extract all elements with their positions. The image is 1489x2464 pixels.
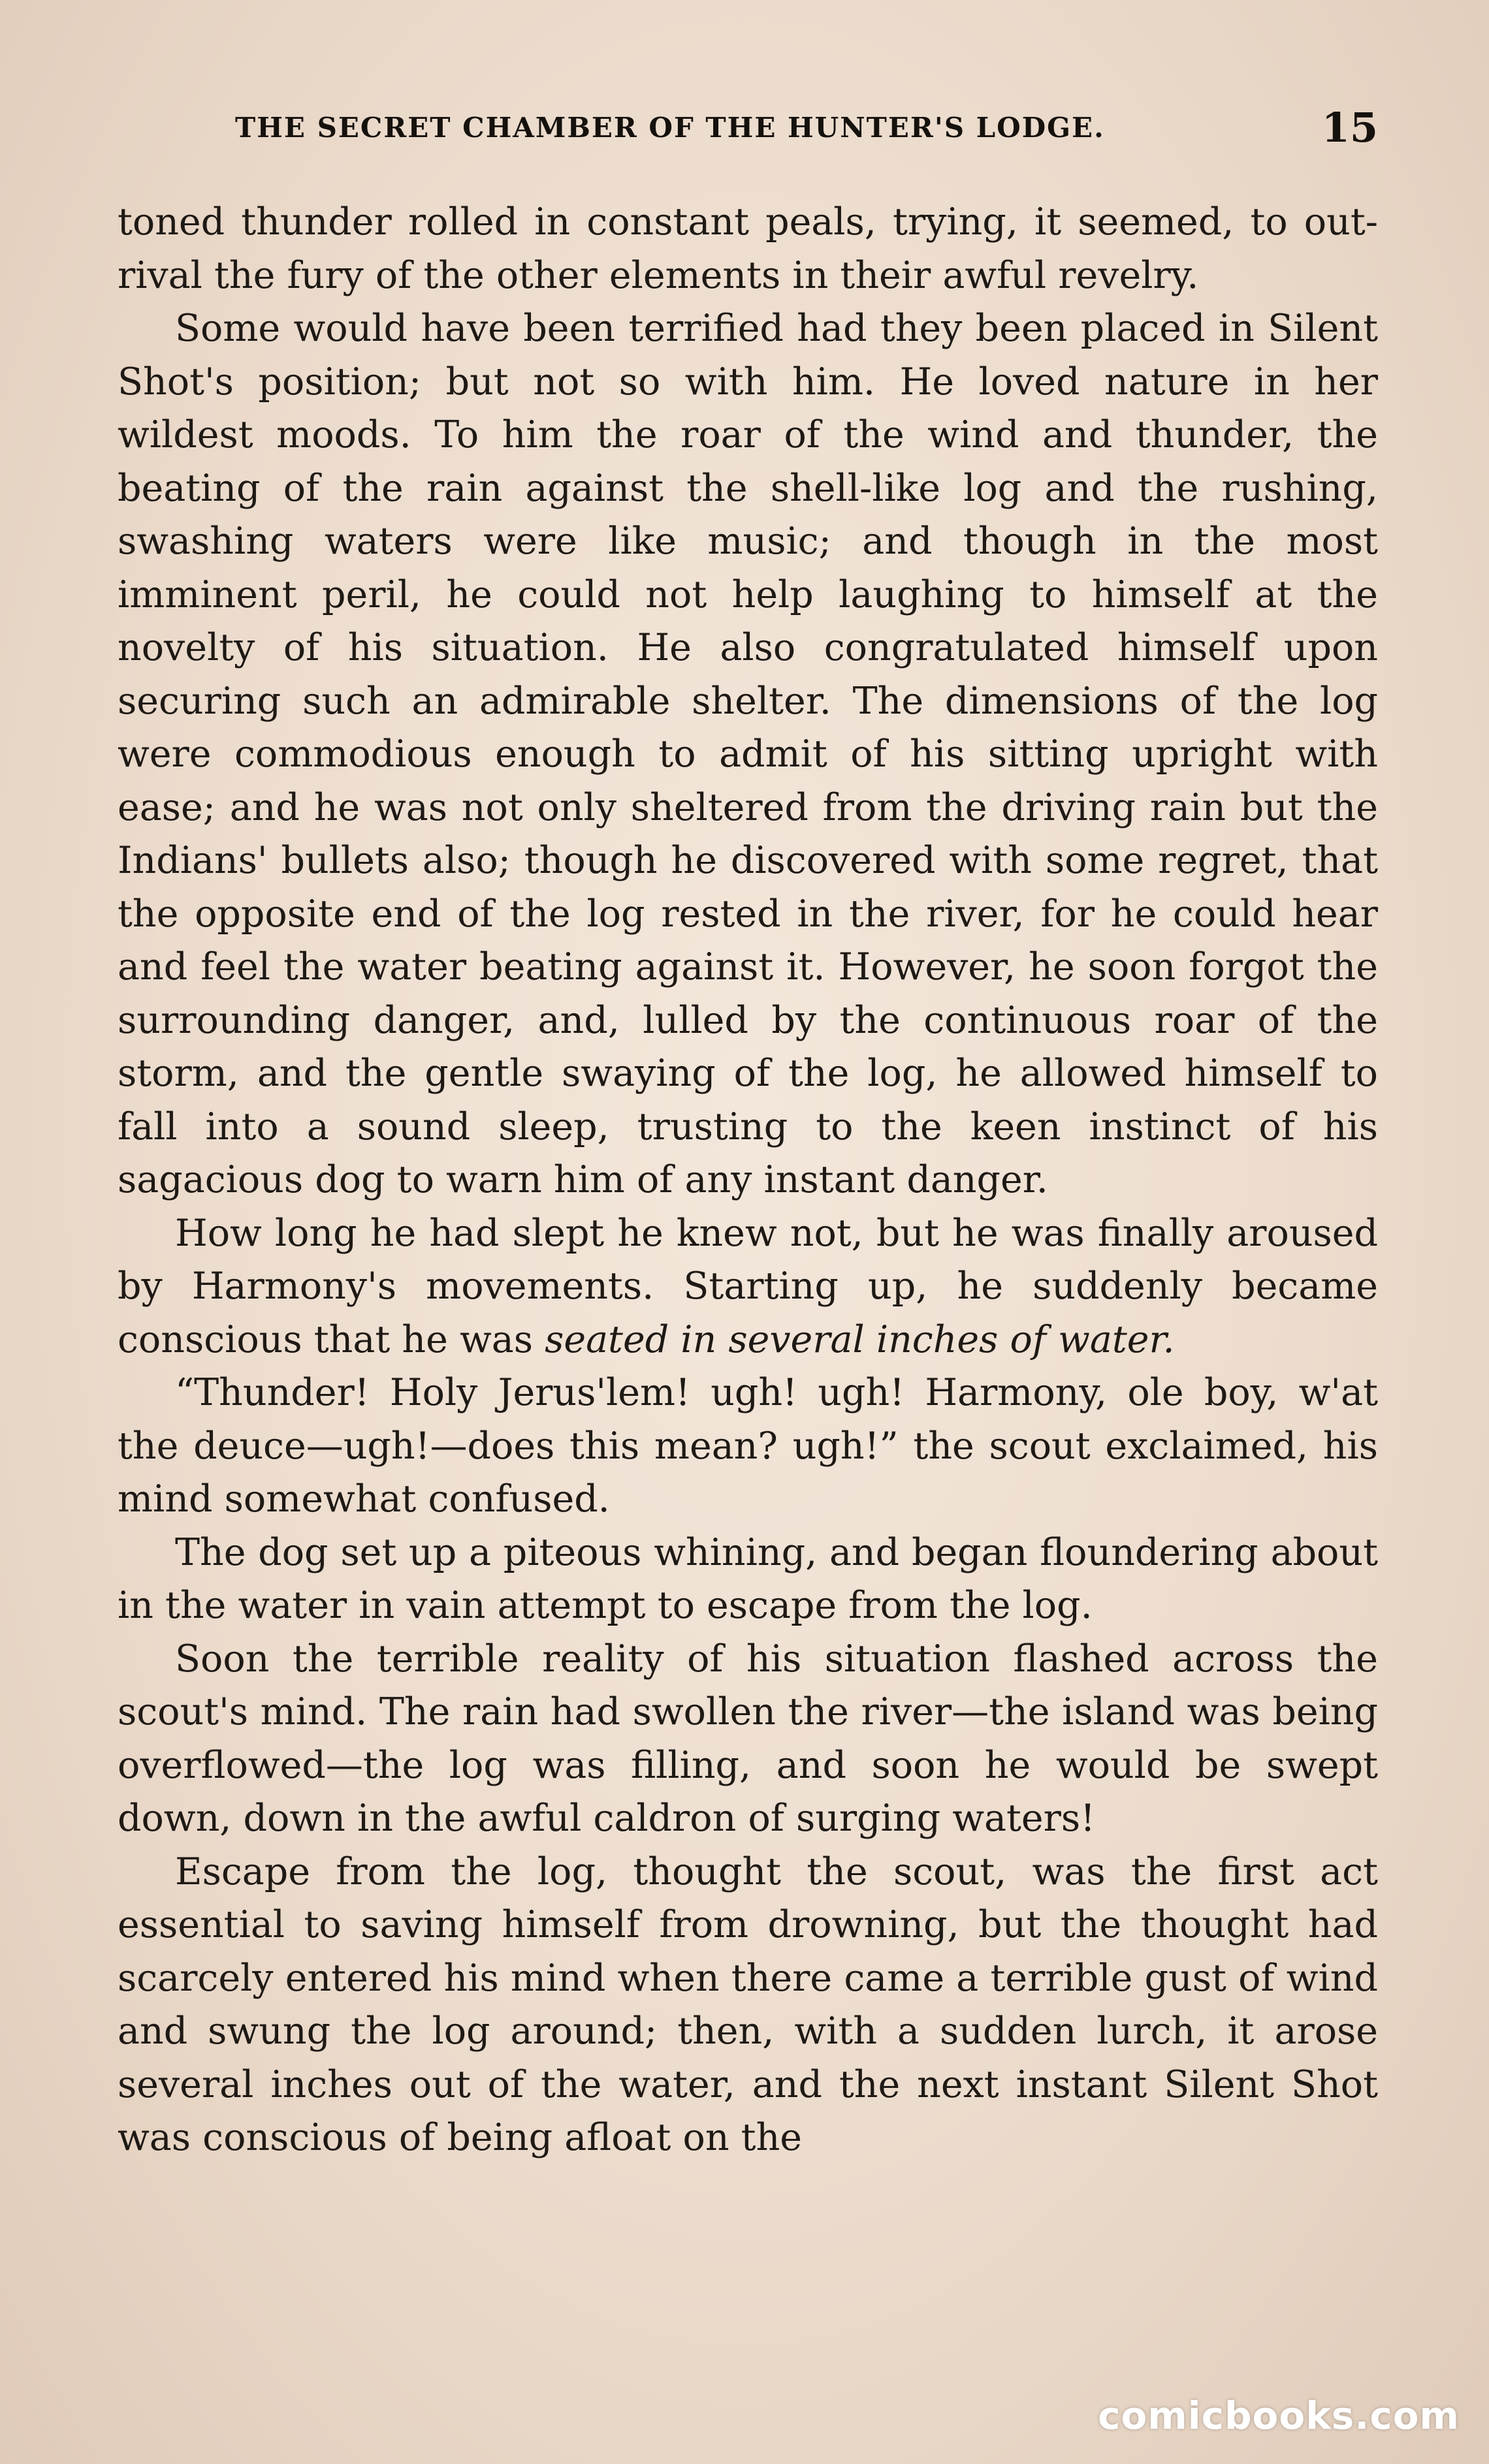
- paragraph-text: How long he had slept he knew not, but he was finally aroused by Harmony's movements. Starting up, he suddenly became conscious that he was: [118, 1211, 1378, 1361]
- italic-phrase: seated in several inches of water.: [545, 1318, 1175, 1361]
- paragraph: Soon the terrible reality of his situation flashed across the scout's mind. The rain had swollen the river—the island was being overflowed—the log was filling, and soon he would be swept down, down in the awful caldron of surging waters!: [118, 1637, 1378, 1840]
- paragraph: Escape from the log, thought the scout, was the first act essential to saving himself from drowning, but the thought had scarcely entered his mind when there came a terrible gust of wind and swung the log around; then, with a sudden lurch, it arose several inches out of the water, and the next instant Silent Shot was conscious of being afloat on the: [118, 1850, 1378, 2159]
- paragraph: [118, 1207, 1378, 1367]
- paragraph-continued: toned thunder rolled in constant peals, trying, it seemed, to out-rival the fury of the other elements in their awful revelry.: [118, 200, 1378, 297]
- running-title: THE SECRET CHAMBER OF THE HUNTER'S LODGE.: [235, 111, 1105, 144]
- running-header: [235, 98, 1378, 157]
- page-body: [118, 196, 1378, 2165]
- paragraph: The dog set up a piteous whining, and began floundering about in the water in vain attempt to escape from the log.: [118, 1530, 1378, 1627]
- page-number: 15: [1321, 103, 1378, 151]
- paragraph-dialogue: “Thunder! Holy Jerus'lem! ugh! ugh! Harmony, ole boy, w'at the deuce—ugh!—does this mean? ugh!” the scout exclaimed, his mind somewhat confused.: [118, 1371, 1378, 1521]
- paragraph: Some would have been terrified had they been placed in Silent Shot's position; but not so with him. He loved nature in her wildest moods. To him the roar of the wind and thunder, the beating of the rain against the shell-like log and the rushing, swashing waters were like music; and though in the most imminent peril, he could not help laughing to himself at the novelty of his situation. He also congratulated himself upon securing such an admirable shelter. The dimensions of the log were commodious enough to admit of his sitting upright with ease; and he was not only sheltered from the driving rain but the Indians' bullets also; though he discovered with some regret, that the opposite end of the log rested in the river, for he could hear and feel the water beating against it. However, he soon forgot the surrounding danger, and, lulled by the continuous roar of the storm, and the gentle swaying of the log, he allowed himself to fall into a sound sleep, trusting to the keen instinct of his sagacious dog to warn him of any instant danger.: [118, 307, 1378, 1201]
- watermark: comicbooks.com: [1098, 2393, 1460, 2438]
